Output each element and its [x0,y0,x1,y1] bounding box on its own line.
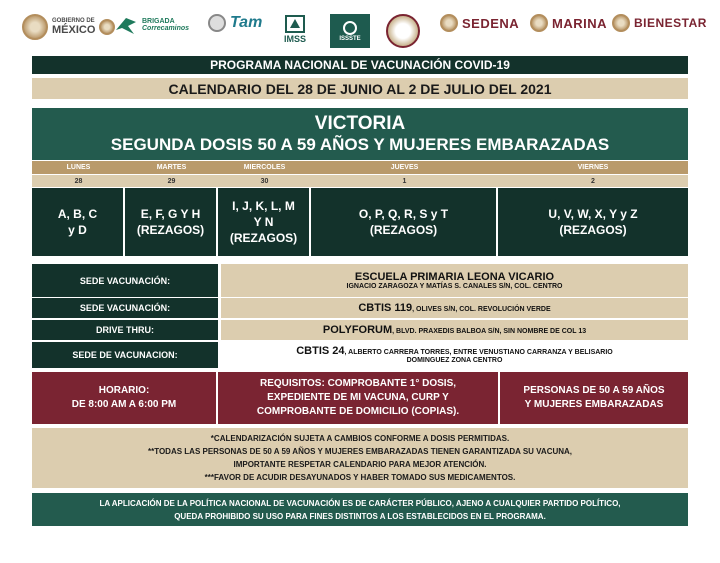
schedule-hours: DE 8:00 AM A 6:00 PM [71,399,177,410]
audience-line: PERSONAS DE 50 A 59 AÑOS [523,385,665,396]
letters-line: (REZAGOS) [136,223,205,237]
site-label: SEDE DE VACUNACION: [32,342,218,368]
note-line: IMPORTANTE RESPETAR CALENDARIO PARA MEJOR ATENCIÓN. [233,460,487,469]
note-line: **TODAS LAS PERSONAS DE 50 A 59 AÑOS Y MUJERES EMBARAZADAS TIENEN GARANTIZADA SU VACUNA, [147,447,573,456]
day-name: VIERNES [577,164,609,171]
marina-seal-icon [530,14,548,32]
issste-label: ISSSTE [339,36,361,42]
dose-subtitle: SEGUNDA DOSIS 50 A 59 AÑOS Y MUJERES EMBARAZADAS [110,134,610,154]
eagle-seal-icon [22,14,48,40]
day-name: MIERCOLES [243,164,286,171]
letters-row [32,188,688,256]
gobierno-label: GOBIERNO DE [52,18,95,24]
site-value [221,264,688,297]
day-name: MARTES [156,164,187,171]
site-row [32,320,688,340]
requirements-line: REQUISITOS: COMPROBANTE 1° DOSIS, [259,378,457,389]
tam-label: Tam [230,14,263,31]
mexico-label: MÉXICO [52,24,96,36]
letters-line: (REZAGOS) [229,231,298,245]
site-address: IGNACIO ZARAGOZA Y MATÍAS S. CANALES S/N, COL. CENTRO [346,283,563,290]
note-line: ***FAVOR DE ACUDIR DESAYUNADOS Y HABER TOMADO SUS MEDICAMENTOS. [204,473,516,482]
city-title: VICTORIA [314,112,406,134]
letters-cell [498,188,688,256]
day-numbers-row [32,175,688,187]
footer-line: QUEDA PROHIBIDO SU USO PARA FINES DISTINTOS A LOS ESTABLECIDOS EN EL PROGRAMA. [174,511,546,521]
imss-label: IMSS [284,34,307,44]
state-seal-icon [208,14,226,32]
requirements-line: COMPROBANTE DE DOMICILIO (COPIAS). [256,406,460,417]
roadrunner-icon [114,14,138,36]
schedule-cell [32,372,218,424]
site-label: SEDE VACUNACIÓN: [32,298,218,318]
issste-box [330,14,370,48]
requirements-line: EXPEDIENTE DE MI VACUNA, CURP Y [267,392,449,403]
brigada-label: BRIGADA [142,18,175,25]
logo-bar [0,8,720,54]
site-value [221,320,688,340]
letters-cell [32,188,125,256]
site-address-continued: DOMINGUEZ ZONA CENTRO [406,357,503,364]
sedena-seal-icon [440,14,458,32]
site-value [221,342,688,368]
site-label: SEDE VACUNACIÓN: [32,264,218,297]
program-title: PROGRAMA NACIONAL DE VACUNACIÓN COVID-19 [32,56,688,74]
letters-cell [311,188,498,256]
day-name: LUNES [66,164,91,171]
site-name: CBTIS 24 [296,345,345,357]
guardia-seal-icon [386,14,420,48]
site-name: ESCUELA PRIMARIA LEONA VICARIO [354,271,555,283]
note-line: *CALENDARIZACIÓN SUJETA A CAMBIOS CONFORME A DOSIS PERMITIDAS. [210,434,510,443]
day-number: 2 [591,177,595,185]
letters-line: A, B, C [57,207,98,221]
day-number: 29 [167,177,176,185]
site-address: , OLIVES S/N, COL. REVOLUCIÓN VERDE [412,306,551,313]
sedena-logo [440,14,519,32]
sedena-label: SEDENA [462,15,520,31]
main-header [32,108,688,160]
day-number: 1 [402,177,407,185]
issste-emblem-icon [341,20,359,36]
gobierno-mexico-logo [22,14,115,40]
requirements-cell [218,372,500,424]
legal-footer [32,493,688,526]
imss-eagle-icon [284,14,306,34]
letters-line: (REZAGOS) [559,223,627,237]
notes-box [32,428,688,488]
letters-line: E, F, G Y H [140,207,201,221]
marina-logo [530,14,607,32]
day-number: 30 [260,177,269,185]
site-address: , BLVD. PRAXEDIS BALBOA S/N, SIN NOMBRE DE COL 13 [392,328,587,335]
letters-cell [125,188,218,256]
site-label: DRIVE THRU: [32,320,218,340]
letters-line: y D [68,223,87,237]
issste-logo [330,14,370,48]
site-name: POLYFORUM [322,324,393,336]
brigada-logo [114,14,189,36]
tamaulipas-logo [208,14,262,32]
day-number: 28 [74,177,83,185]
site-value [221,298,688,318]
letters-line: Y N [253,215,274,229]
requirements-band [32,372,688,424]
schedule-label: HORARIO: [98,385,150,396]
footer-line: LA APLICACIÓN DE LA POLÍTICA NACIONAL DE VACUNACIÓN ES DE CARÁCTER PÚBLICO, AJENO A CUALQUIER PARTIDO POLÍTICO, [99,498,621,508]
site-row [32,298,688,318]
imss-logo [284,14,306,44]
bienestar-seal-icon [612,14,630,32]
letters-cell [218,188,311,256]
bienestar-logo [612,14,707,32]
correcaminos-label: Correcaminos [142,25,190,32]
audience-cell [500,372,688,424]
site-address: , ALBERTO CARRERA TORRES, ENTRE VENUSTIANO CARRANZA Y BELISARIO [344,349,613,356]
letters-line: U, V, W, X, Y y Z [548,207,638,221]
site-name: CBTIS 119 [358,302,413,314]
letters-line: I, J, K, L, M [232,199,295,213]
letters-line: O, P, Q, R, S y T [358,207,449,221]
site-row [32,342,688,368]
site-row [32,264,688,297]
letters-line: (REZAGOS) [369,223,438,237]
calendar-dates: CALENDARIO DEL 28 DE JUNIO AL 2 DE JULIO DEL 2021 [32,78,688,99]
day-names-row [32,161,688,174]
small-seal-icon [99,19,115,35]
bienestar-label: BIENESTAR [634,16,707,30]
guardia-logo [386,14,420,48]
marina-label: MARINA [552,15,607,31]
audience-line: Y MUJERES EMBARAZADAS [524,399,664,410]
day-name: JUEVES [390,164,419,171]
